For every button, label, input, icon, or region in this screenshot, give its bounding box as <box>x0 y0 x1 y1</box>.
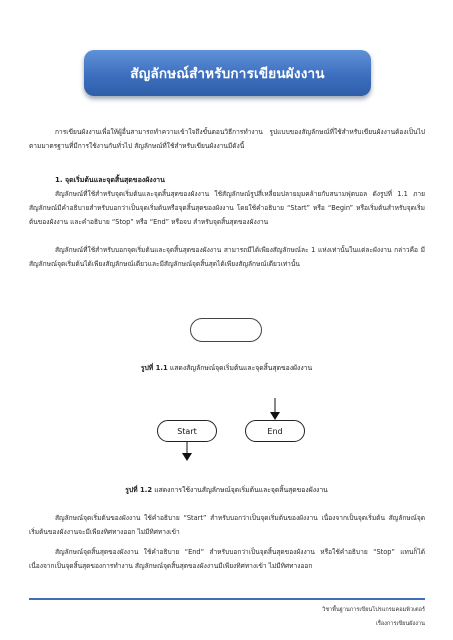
footer-course: วิชาพื้นฐานการเขียนโปรแกรมคอมพิวเตอร์ <box>322 607 425 613</box>
figure-2-caption <box>0 484 453 495</box>
end-incoming-arrowhead <box>270 412 280 420</box>
end-label: End <box>267 426 283 436</box>
figure-1-caption-text: แสดงสัญลักษณ์จุดเริ่มต้นและจุดสิ้นสุดของผังงาน <box>169 364 313 372</box>
footer-divider <box>29 598 425 600</box>
banner-title: สัญลักษณ์สำหรับการเขียนผังงาน <box>130 66 325 82</box>
figure-2-label: รูปที่ 1.2 <box>125 486 153 494</box>
section-heading: 1. จุดเริ่มต้นและจุดสิ้นสุดของผังงาน <box>55 176 165 184</box>
section-paragraph-1: สัญลักษณ์ที่ใช้สำหรับจุดเริ่มต้นและจุดสิ้นสุดของผังงาน ใช้สัญลักษณ์รูปสี่เหลี่ยมปลายมุมคล้ายกับสนามฟุตบอล ดังรูปที่ 1.1 ภายสัญลักษณ์มีคำอธิบายสำหรับบอกว่าเป็นจุดเริ่มต้นหรือจุดสิ้นสุดของผังงาน โดยใช้คำอธิบาย “Start” หรือ “Begin” หรือเริ่มต้นสำหรับจุดเริ่มต้นของผังงาน และคำอธิบาย “Stop” หรือ “End” หรือจบ สำหรับจุดสิ้นสุดของผังงาน <box>29 190 425 226</box>
end-explanation: สัญลักษณ์จุดสิ้นสุดของผังงาน ใช้คำอธิบาย “End” สำหรับบอกว่าเป็นจุดสิ้นสุดของผังงาน หรือใช้คำอธิบาย “Stop” แทนก็ได้ เนื่องจากเป็นจุดสิ้นสุดของการทำงาน สัญลักษณ์จุดสิ้นสุดของผังงานมีเพียงทิศทางเข้า ไม่มีทิศทางออก <box>29 548 425 570</box>
start-explanation: สัญลักษณ์จุดเริ่มต้นของผังงาน ใช้คำอธิบาย “Start” สำหรับบอกว่าเป็นจุดเริ่มต้นของผังงาน เนื่องจากเป็นจุดเริ่มต้น สัญลักษณ์จุดเริ่มต้นของผังงานจะมีเพียงทิศทางออก ไม่มีทิศทางเข้า <box>29 514 425 536</box>
start-outgoing-arrowhead <box>182 453 192 461</box>
figure-2-caption-text: แสดงการใช้งานสัญลักษณ์จุดเริ่มต้นและจุดสิ้นสุดของผังงาน <box>154 486 328 494</box>
end-terminator <box>245 420 305 442</box>
section-paragraph-2: สัญลักษณ์ที่ใช้สำหรับบอกจุดเริ่มต้นและจุดสิ้นสุดของผังงาน สามารถมีได้เพียงสัญลักษณ์ละ 1 แห่งเท่านั้นในแต่ละผังงาน กล่าวคือ มีสัญลักษณ์จุดเริ่มต้นได้เพียงสัญลักษณ์เดียวและมีสัญลักษณ์จุดสิ้นสุดได้เพียงสัญลักษณ์เดียวเท่านั้น <box>29 246 425 268</box>
footer-topic: เรื่องการเขียนผังงาน <box>375 621 425 627</box>
start-label: Start <box>177 426 197 436</box>
intro-paragraph: การเขียนผังงานเพื่อให้ผู้อื่นสามารถทำความเข้าใจถึงขั้นตอนวิธีการทำงาน รูปแบบของสัญลักษณ์ที่ใช้สำหรับเขียนผังงานต้องเป็นไปตามมาตรฐานที่มีการใช้งานกันทั่วไป สัญลักษณ์ที่ใช้สำหรับเขียนผังงานมีดังนี้ <box>29 128 425 150</box>
start-terminator <box>157 420 217 442</box>
figure-1-label: รูปที่ 1.1 <box>140 364 168 372</box>
